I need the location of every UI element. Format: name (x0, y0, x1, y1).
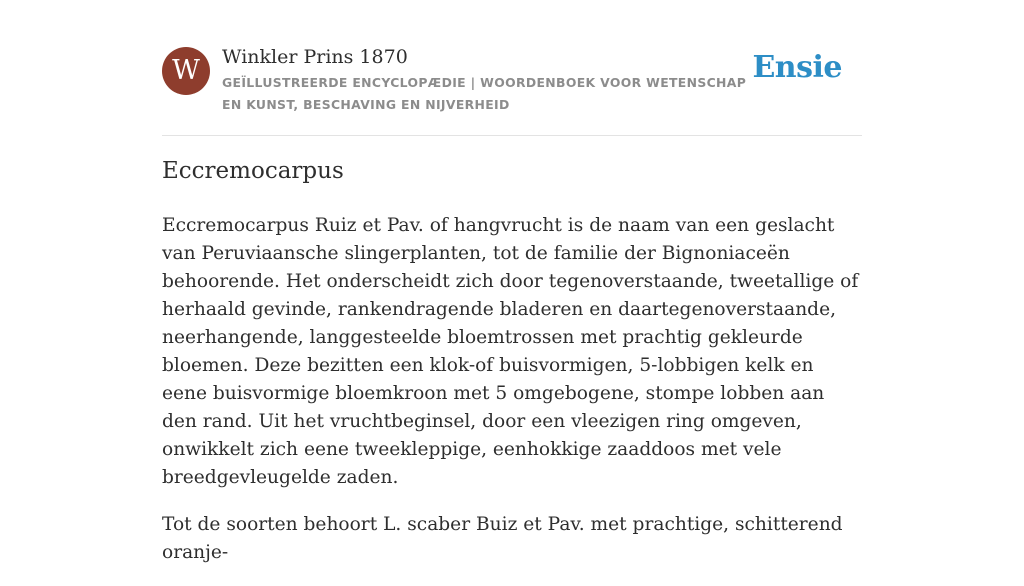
source-header (162, 44, 862, 136)
article-title: Eccremocarpus (162, 158, 344, 184)
source-title[interactable]: Winkler Prins 1870 (222, 46, 408, 68)
article-paragraph: Tot de soorten behoort L. scaber Buiz et Pav. met prachtige, schitterend oranje- (162, 514, 843, 563)
ensie-logo-link[interactable]: Ensie (752, 50, 842, 85)
source-subtitle: GEÏLLUSTREERDE ENCYCLOPÆDIE | WOORDENBOEK VOOR WETENSCHAP EN KUNST, BESCHAVING EN NIJVERHEID (222, 75, 747, 112)
article-paragraph: Eccremocarpus Ruiz et Pav. of hangvrucht is de naam van een geslacht van Peruviaansche slingerplanten, tot de familie der Bignoniaceën behoorende. Het onderscheidt zich door tegenoverstaande, tweetallige of herhaald gevinde, rankendragende bladeren en daartegenoverstaande, neerhangende, langgesteelde bloemtrossen met prachtig gekleurde bloemen. Deze bezitten een klok-of buisvormigen, 5-lobbigen kelk en eene buisvormige bloemkroon met 5 omgebogene, stompe lobben aan den rand. Uit het vruchtbeginsel, door een vleezigen ring omgeven, onwikkelt zich eene tweekleppige, eenhokkige zaaddoos met vele breedgevleugelde zaden. (162, 215, 859, 488)
article-body (162, 212, 864, 586)
source-avatar[interactable]: W (162, 47, 210, 95)
